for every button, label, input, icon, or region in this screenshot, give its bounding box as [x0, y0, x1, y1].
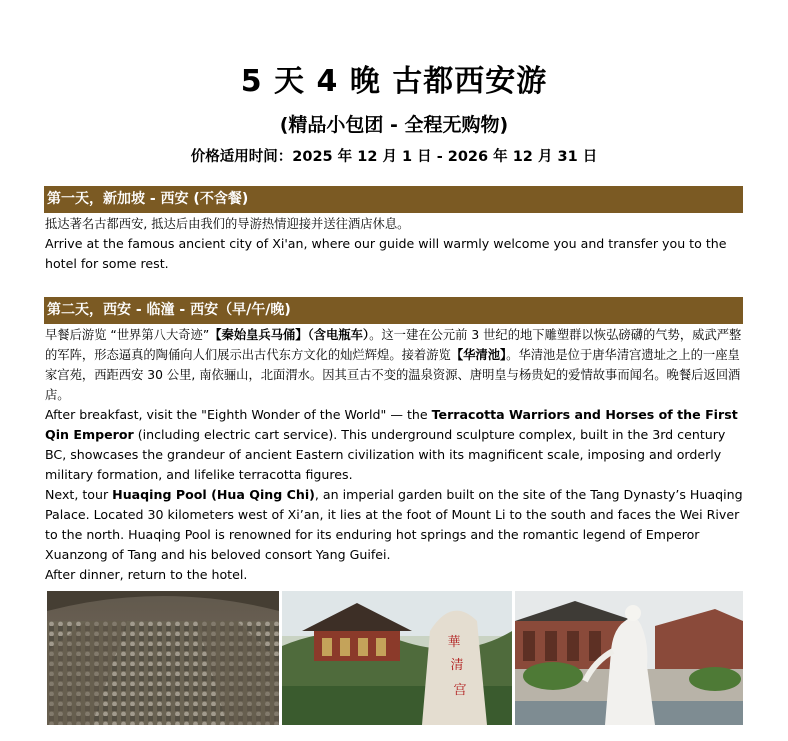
day2-en-text-1b: (including electric cart service). This underground sculpture complex, built in the 3rd century BC, showcases the grandeur of ancient Eastern civilization with its magnificent scale, imposing and orderly military formation, and lifelike terracotta figures.: [45, 427, 726, 482]
day2-en-text-2a: Next, tour: [45, 487, 113, 502]
day2-heading: 第二天，西安 - 临潼 - 西安（早/午/晚): [44, 297, 743, 324]
stone-inscription-1: 華: [447, 635, 461, 650]
day2-body: [45, 325, 745, 585]
day2-en-terracotta: [45, 405, 745, 485]
terracotta-en-highlight: Terracotta Warriors and Horses of the First Qin Emperor: [45, 407, 738, 442]
day2-cn-text-1: 早餐后游览 “世界第八大奇迹”: [45, 328, 210, 342]
page-subtitle: (精品小包团 - 全程无购物): [279, 114, 509, 136]
page-title: 5 天 4 晚 古都西安游: [240, 64, 548, 99]
price-validity: 价格适用时间：2025 年 12 月 1 日 - 2026 年 12 月 31 日: [190, 149, 598, 165]
day1-cn: 抵达著名古都西安, 抵达后由我们的导游热情迎接并送往酒店休息。: [45, 217, 410, 231]
huaqing-en-highlight: Huaqing Pool (Hua Qing Chi): [112, 487, 315, 502]
day2-en-text-1a: After breakfast, visit the "Eighth Wonder of the World" — the: [45, 407, 432, 422]
huaqing-pool-stone-photo: [282, 591, 512, 725]
huaqing-cn-highlight: 【华清池】: [450, 348, 507, 362]
terracotta-cn-highlight: 【秦始皇兵马俑】（含电瓶车）: [209, 328, 370, 342]
stone-inscription-2: 清: [450, 658, 464, 673]
day2-cn-text-2: 。这一建在公元前 3 世纪的地下雕塑群以恢弘磅礴的气势，威武严整的军阵，形态逼真的陶俑向人们展示出古代东方文化的灿烂辉煌。接着游览: [45, 328, 742, 362]
consort-statue-photo: [515, 591, 743, 725]
day2-en-text-2b: , an imperial garden built on the site of the Tang Dynasty’s Huaqing Palace. Located 30 kilometers west of Xi’an, it lies at the foot of Mount Li to the south and faces the Wei River to the north. Huaqing Pool is renowned for its enduring hot springs and the romantic legend of Emperor Xuanzong of Tang and his beloved consort Yang Guifei.: [45, 487, 743, 562]
day1-body: [45, 214, 745, 274]
stone-inscription-3: 宫: [453, 683, 467, 698]
day1-heading: 第一天，新加坡 - 西安 (不含餐): [44, 186, 743, 213]
day2-cn: [45, 325, 745, 405]
day1-en: Arrive at the famous ancient city of Xi'an, where our guide will warmly welcome you and transfer you to the hotel for some rest.: [45, 236, 727, 271]
terracotta-warriors-photo: [47, 591, 279, 725]
day2-en-return: After dinner, return to the hotel.: [45, 567, 248, 582]
day2-en-huaqing: [45, 485, 745, 565]
day2-cn-text-3: 。华清池是位于唐华清宫遗址之上的一座皇家宫苑，西距西安 30 公里, 南依骊山，北面渭水。因其亘古不变的温泉资源、唐明皇与杨贵妃的爱情故事而闻名。晚餐后返回酒店。: [45, 348, 741, 402]
